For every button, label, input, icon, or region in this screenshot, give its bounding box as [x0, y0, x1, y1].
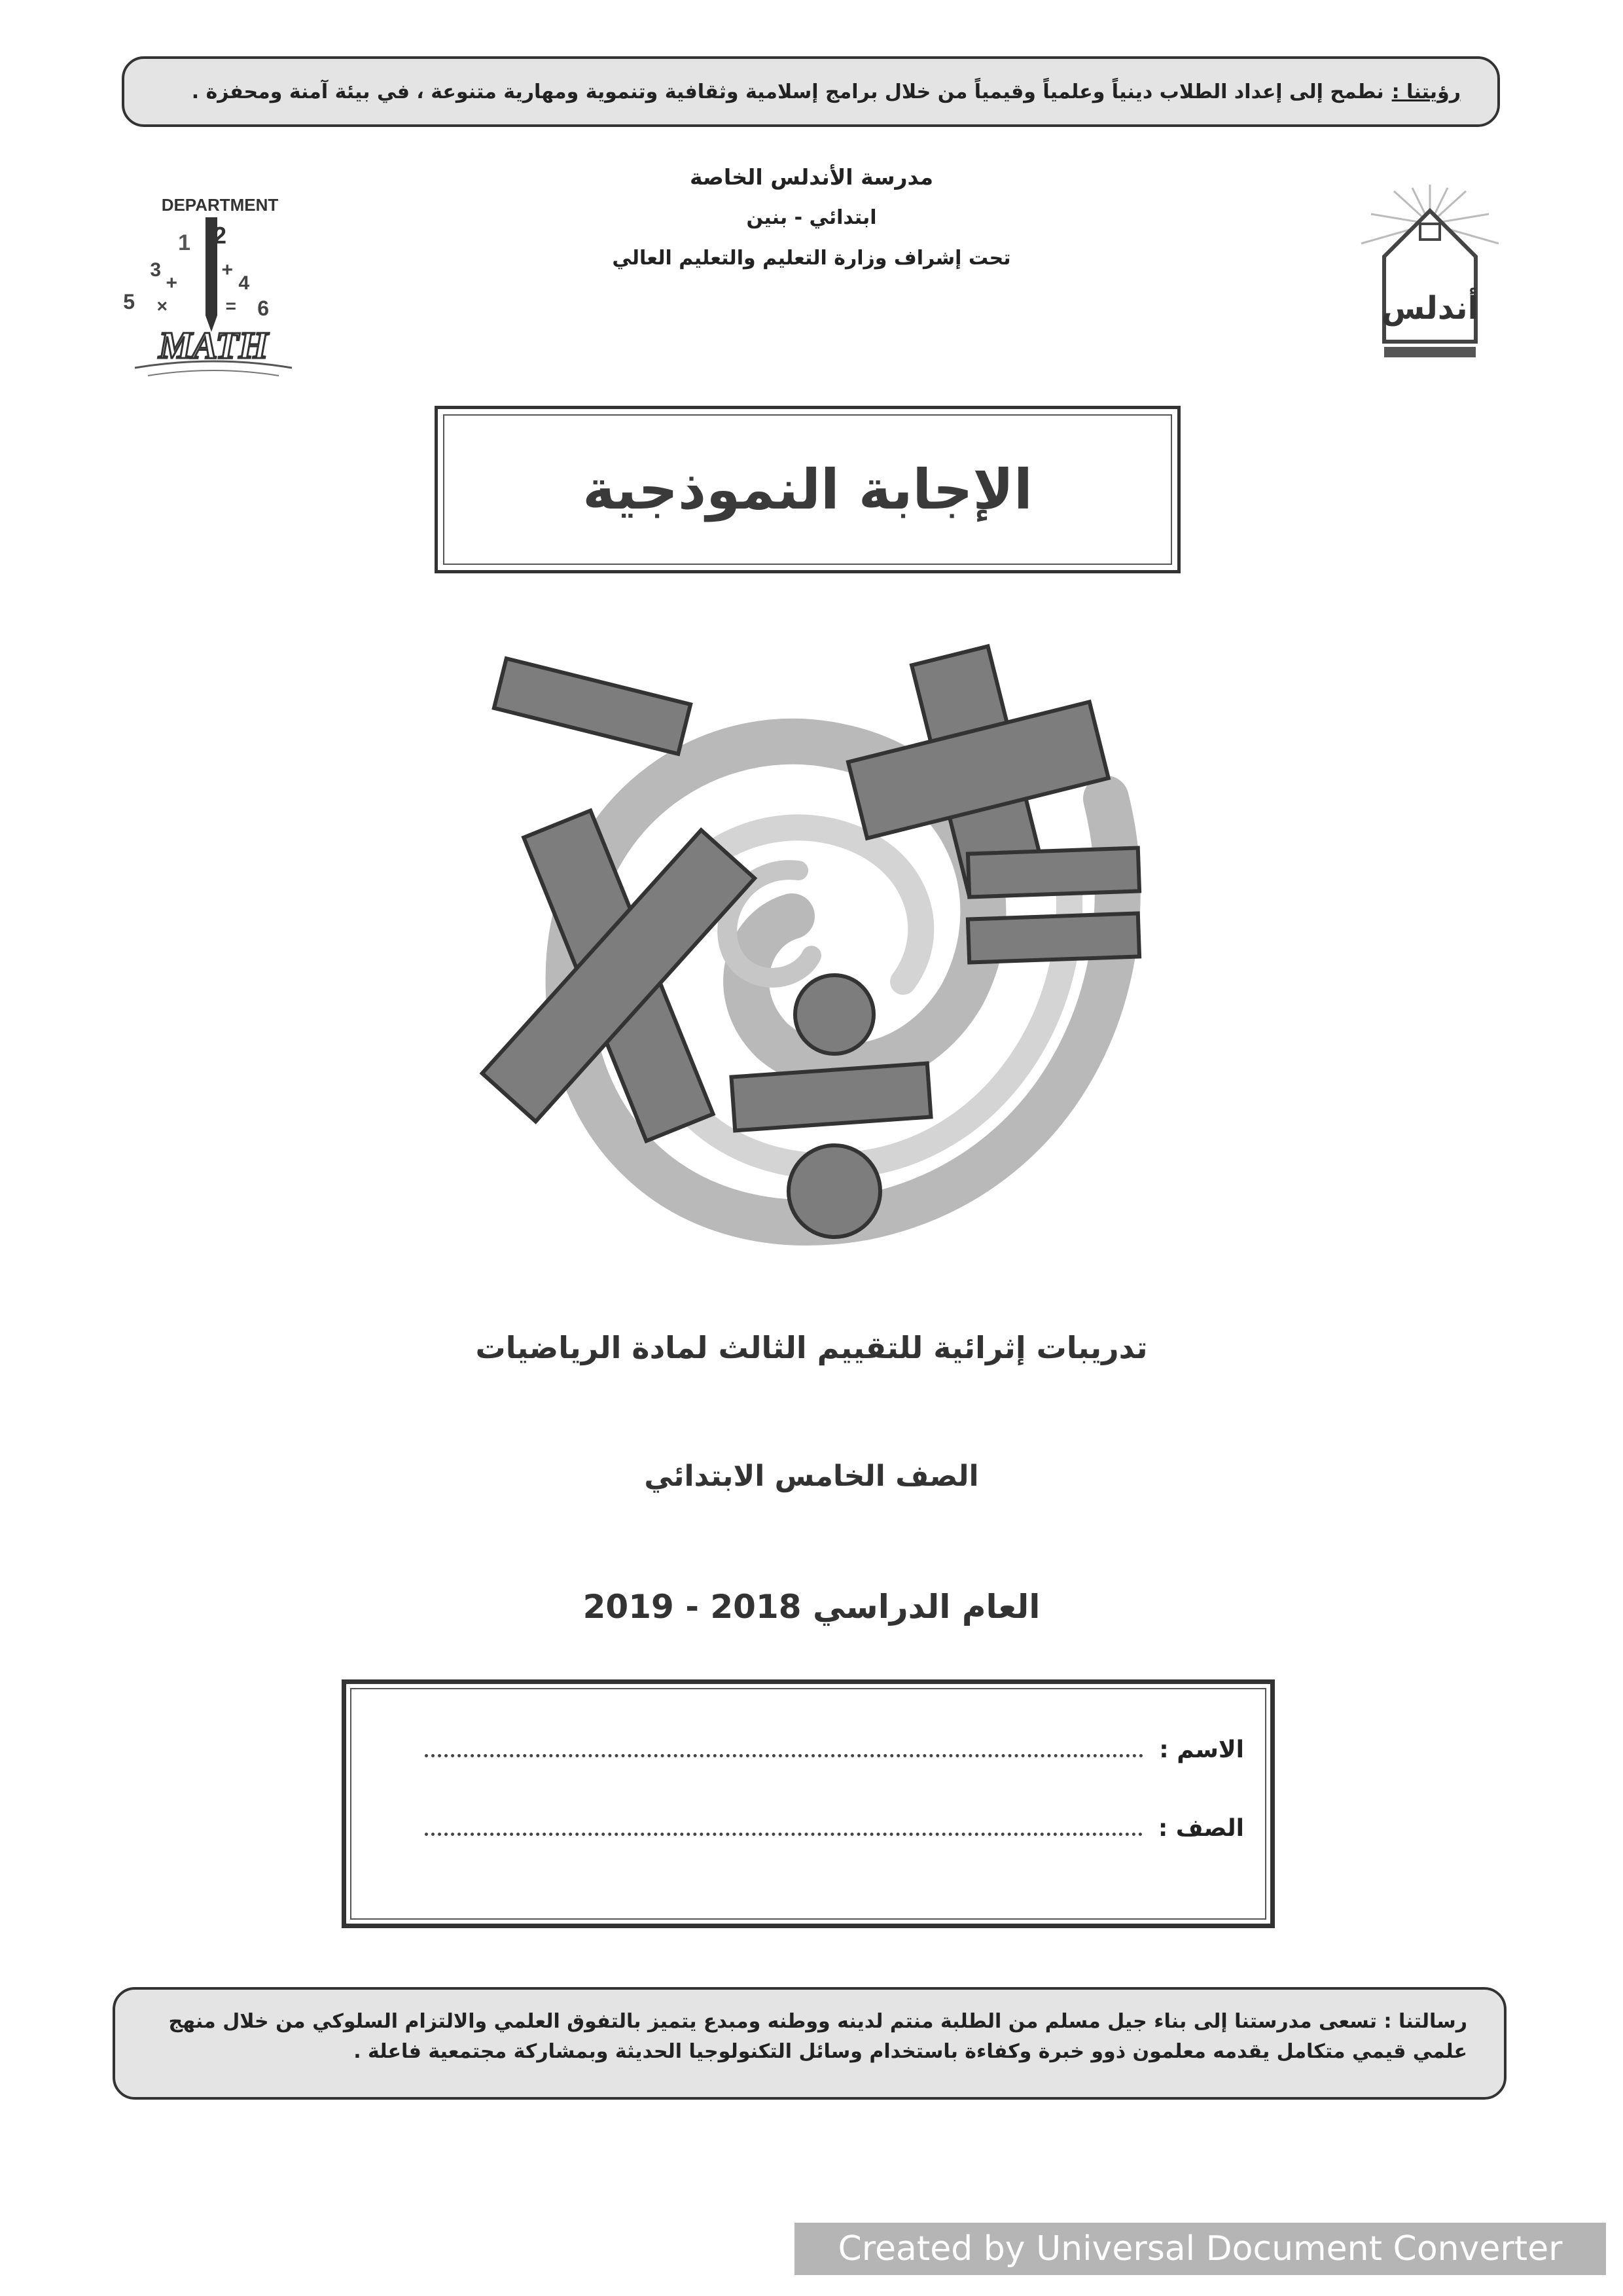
mission-banner: [113, 1987, 1507, 2100]
name-field[interactable]: [425, 1742, 1143, 1757]
mission-line-1: رسالتنا : تسعى مدرستنا إلى بناء جيل مسلم من الطلبة منتم لدينه ووطنه ومبدع يتميز بالتفوق العلمي والالتزام السلوكي من خلال منهج: [168, 2010, 1467, 2033]
school-supervision: تحت إشراف وزارة التعليم والتعليم العالي: [612, 247, 1011, 270]
svg-text:+: +: [221, 259, 233, 281]
class-label: الصف :: [1158, 1815, 1244, 1842]
school-name: مدرسة الأندلس الخاصة: [689, 164, 934, 190]
math-department-logo: [122, 191, 305, 387]
svg-text:6: 6: [257, 296, 269, 320]
svg-text:2: 2: [213, 222, 226, 249]
vision-banner: [122, 56, 1500, 127]
svg-text:3: 3: [150, 259, 161, 281]
subtitle-year: العام الدراسي 2018 - 2019: [582, 1588, 1041, 1626]
logo-andalus-text: أندلس: [1381, 290, 1479, 327]
school-header: [497, 157, 1126, 279]
svg-text:+: +: [166, 272, 177, 294]
school-logo: [1355, 185, 1505, 374]
page-title: الإجابة النموذجية: [582, 457, 1033, 522]
title-box: [435, 406, 1181, 573]
subtitle-training: تدريبات إثرائية للتقييم الثالث لمادة الرياضيات: [475, 1330, 1148, 1365]
vision-label: رؤيتنا :: [1391, 80, 1461, 103]
watermark: Created by Universal Document Converter: [794, 2223, 1606, 2275]
svg-text:=: =: [225, 296, 236, 316]
svg-text:4: 4: [238, 272, 249, 294]
class-field[interactable]: [425, 1821, 1143, 1836]
logo-math-text: MATH: [158, 324, 268, 367]
subtitle-grade: الصف الخامس الابتدائي: [644, 1460, 979, 1493]
name-label: الاسم :: [1159, 1736, 1244, 1763]
svg-text:5: 5: [123, 290, 135, 314]
svg-text:1: 1: [178, 230, 190, 255]
math-symbols-illustration: [406, 589, 1191, 1283]
logo-department-text: DEPARTMENT: [161, 195, 279, 215]
name-row: [425, 1736, 1244, 1763]
class-row: [425, 1815, 1244, 1842]
mission-line-2: علمي قيمي متكامل يقدمه معلمون ذوو خبرة وكفاءة باستخدام وسائل التكنولوجيا الحديثة وبمشاركة مجتمعية فاعلة .: [353, 2040, 1467, 2063]
school-stage: ابتدائي - بنين: [746, 206, 877, 229]
vision-text: نطمح إلى إعداد الطلاب دينياً وعلمياً وقيمياً من خلال برامج إسلامية وثقافية وتنموية ومهارية متنوعة ، في بيئة آمنة ومحفزة .: [191, 80, 1384, 103]
svg-text:×: ×: [156, 296, 168, 316]
student-info-box: [342, 1679, 1275, 1928]
